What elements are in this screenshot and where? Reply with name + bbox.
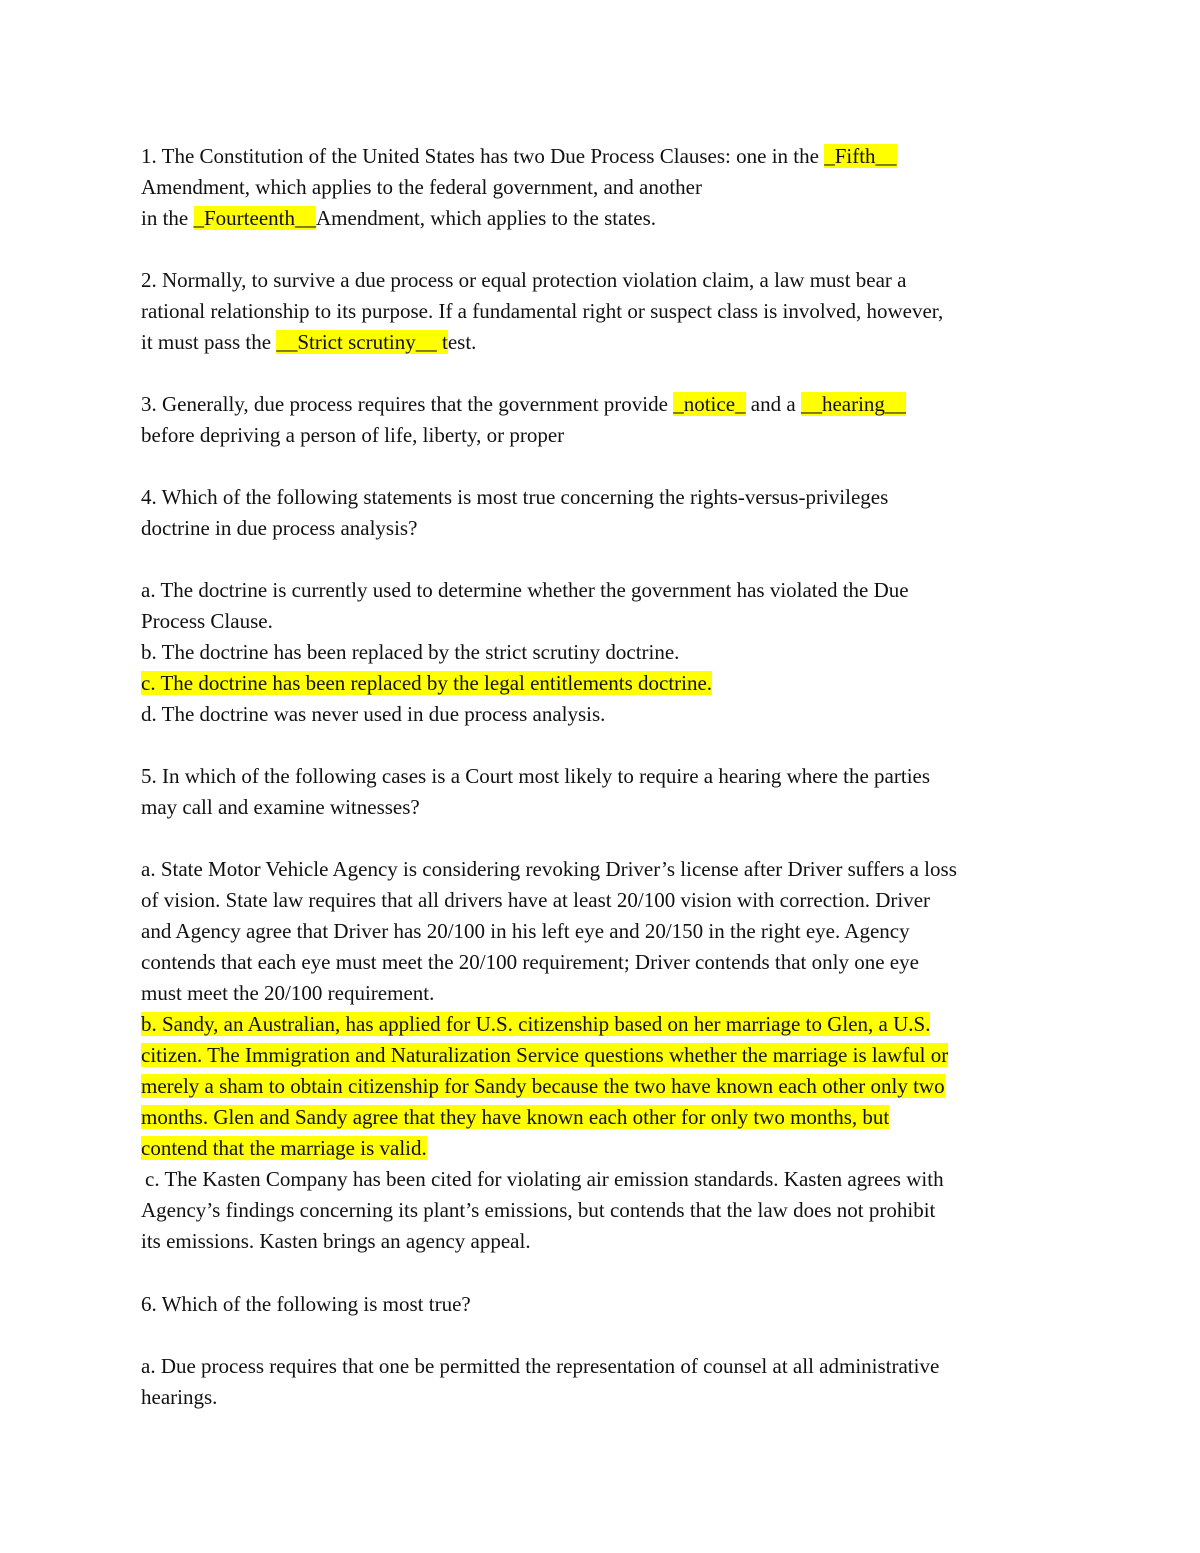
q2-line-1: 2. Normally, to survive a due process or equal protection violation claim, a law must bear a — [141, 268, 907, 292]
q5-option-c-line-3: its emissions. Kasten brings an agency appeal. — [141, 1229, 531, 1253]
q2-text: est. — [447, 330, 477, 354]
q3-line-2: before depriving a person of life, liberty, or proper — [141, 423, 565, 447]
q1-line-2: Amendment, which applies to the federal government, and another — [141, 175, 702, 199]
q5-option-a-line-5: must meet the 20/100 requirement. — [141, 981, 435, 1005]
q5-answer-b: contend that the marriage is valid. — [141, 1136, 427, 1160]
q3-answer-hearing: __hearing__ — [800, 392, 906, 416]
q5-option-b-line-2 — [141, 1040, 948, 1071]
q4-option-a-line-2: Process Clause. — [141, 609, 273, 633]
q5-answer-b: b. Sandy, an Australian, has applied for U.S. citizenship based on her marriage to Glen, a U.S. — [141, 1012, 931, 1036]
q5-line-1: 5. In which of the following cases is a Court most likely to require a hearing where the parties — [141, 764, 931, 788]
q1-answer-fourteenth: _Fourteenth__ — [193, 206, 316, 230]
q3-text: 3. Generally, due process requires that the government provide — [141, 392, 674, 416]
q5-option-b-line-4 — [141, 1102, 889, 1133]
q5-answer-b: citizen. The Immigration and Naturalization Service questions whether the marriage is lawful or — [141, 1043, 949, 1067]
q5-line-2: may call and examine witnesses? — [141, 795, 420, 819]
q4-option-b: b. The doctrine has been replaced by the strict scrutiny doctrine. — [141, 640, 680, 664]
q5-option-b-line-5 — [141, 1133, 427, 1164]
q4-answer-c: c. The doctrine has been replaced by the legal entitlements doctrine. — [141, 671, 713, 695]
q5-option-c-line-1: c. The Kasten Company has been cited for violating air emission standards. Kasten agrees with — [145, 1167, 944, 1191]
q5-option-a-line-4: contends that each eye must meet the 20/100 requirement; Driver contends that only one eye — [141, 950, 919, 974]
q4-line-2: doctrine in due process analysis? — [141, 516, 418, 540]
q5-answer-b: merely a sham to obtain citizenship for Sandy because the two have known each other only two — [141, 1074, 945, 1098]
q1-line-3 — [141, 203, 656, 234]
q5-option-c-line-2: Agency’s findings concerning its plant’s emissions, but contends that the law does not prohibit — [141, 1198, 936, 1222]
q6-line-1: 6. Which of the following is most true? — [141, 1292, 471, 1316]
q1-text: in the — [141, 206, 194, 230]
q2-answer-strict-scrutiny: __Strict scrutiny__ t — [276, 330, 448, 354]
q5-answer-b: months. Glen and Sandy agree that they have known each other for only two months, but — [141, 1105, 890, 1129]
q4-option-c — [141, 668, 712, 699]
q4-line-1: 4. Which of the following statements is most true concerning the rights-versus-privileges — [141, 485, 889, 509]
q1-text: Amendment, which applies to the states. — [315, 206, 656, 230]
q5-option-a-line-1: a. State Motor Vehicle Agency is considering revoking Driver’s license after Driver suffers a loss — [141, 857, 957, 881]
q4-option-d: d. The doctrine was never used in due process analysis. — [141, 702, 606, 726]
q5-option-b-line-1 — [141, 1009, 930, 1040]
q5-option-b-line-3 — [141, 1071, 945, 1102]
q5-option-a-line-3: and Agency agree that Driver has 20/100 in his left eye and 20/150 in the right eye. Agency — [141, 919, 910, 943]
q1-answer-fifth: _Fifth__ — [824, 144, 897, 168]
q6-option-a-line-2: hearings. — [141, 1385, 218, 1409]
q2-line-3 — [141, 327, 476, 358]
q6-option-a-line-1: a. Due process requires that one be permitted the representation of counsel at all administrative — [141, 1354, 940, 1378]
q1-line-1 — [141, 141, 897, 172]
q2-text: it must pass the — [141, 330, 277, 354]
q4-option-a-line-1: a. The doctrine is currently used to determine whether the government has violated the Due — [141, 578, 909, 602]
q3-line-1 — [141, 389, 906, 420]
q5-option-a-line-2: of vision. State law requires that all drivers have at least 20/100 vision with correction. Driver — [141, 888, 931, 912]
q3-text: and a — [745, 392, 801, 416]
q3-answer-notice: _notice_ — [673, 392, 746, 416]
q2-line-2: rational relationship to its purpose. If a fundamental right or suspect class is involved, however, — [141, 299, 944, 323]
q1-text: 1. The Constitution of the United States has two Due Process Clauses: one in the — [141, 144, 825, 168]
